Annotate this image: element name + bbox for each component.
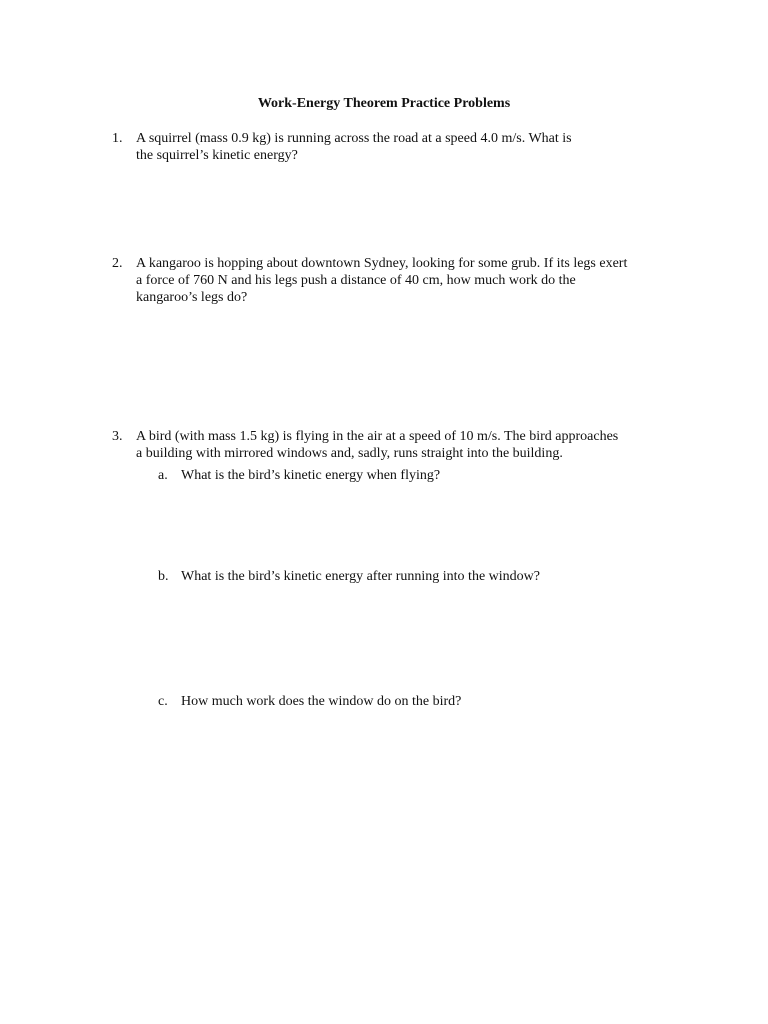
subpart-b <box>158 568 658 585</box>
problem-line: kangaroo’s legs do? <box>136 290 248 305</box>
problem-line: a building with mirrored windows and, sadly, runs straight into the building. <box>136 446 563 461</box>
problem-text <box>136 255 682 306</box>
problem-text <box>136 428 682 462</box>
problem-number: 3. <box>112 429 123 444</box>
subpart-letter: b. <box>158 569 169 584</box>
problem-2 <box>112 255 682 306</box>
subpart-text: What is the bird’s kinetic energy after running into the window? <box>181 569 540 584</box>
subpart-a <box>158 467 658 484</box>
problem-3 <box>112 428 682 462</box>
problem-line: A kangaroo is hopping about downtown Sydney, looking for some grub. If its legs exert <box>136 256 628 271</box>
problem-line: a force of 760 N and his legs push a distance of 40 cm, how much work do the <box>136 273 576 288</box>
problem-line: the squirrel’s kinetic energy? <box>136 148 298 163</box>
subpart-letter: a. <box>158 468 168 483</box>
subpart-text: How much work does the window do on the bird? <box>181 694 462 709</box>
problem-text <box>136 130 682 164</box>
subpart-letter: c. <box>158 694 168 709</box>
problem-1 <box>112 130 682 164</box>
page-title: Work-Energy Theorem Practice Problems <box>257 96 511 111</box>
subpart-text: What is the bird’s kinetic energy when flying? <box>181 468 441 483</box>
problem-line: A bird (with mass 1.5 kg) is flying in the air at a speed of 10 m/s. The bird approaches <box>136 429 619 444</box>
problem-number: 2. <box>112 256 123 271</box>
problem-number: 1. <box>112 131 123 146</box>
subpart-c <box>158 693 658 710</box>
problem-line: A squirrel (mass 0.9 kg) is running across the road at a speed 4.0 m/s. What is <box>136 131 572 146</box>
